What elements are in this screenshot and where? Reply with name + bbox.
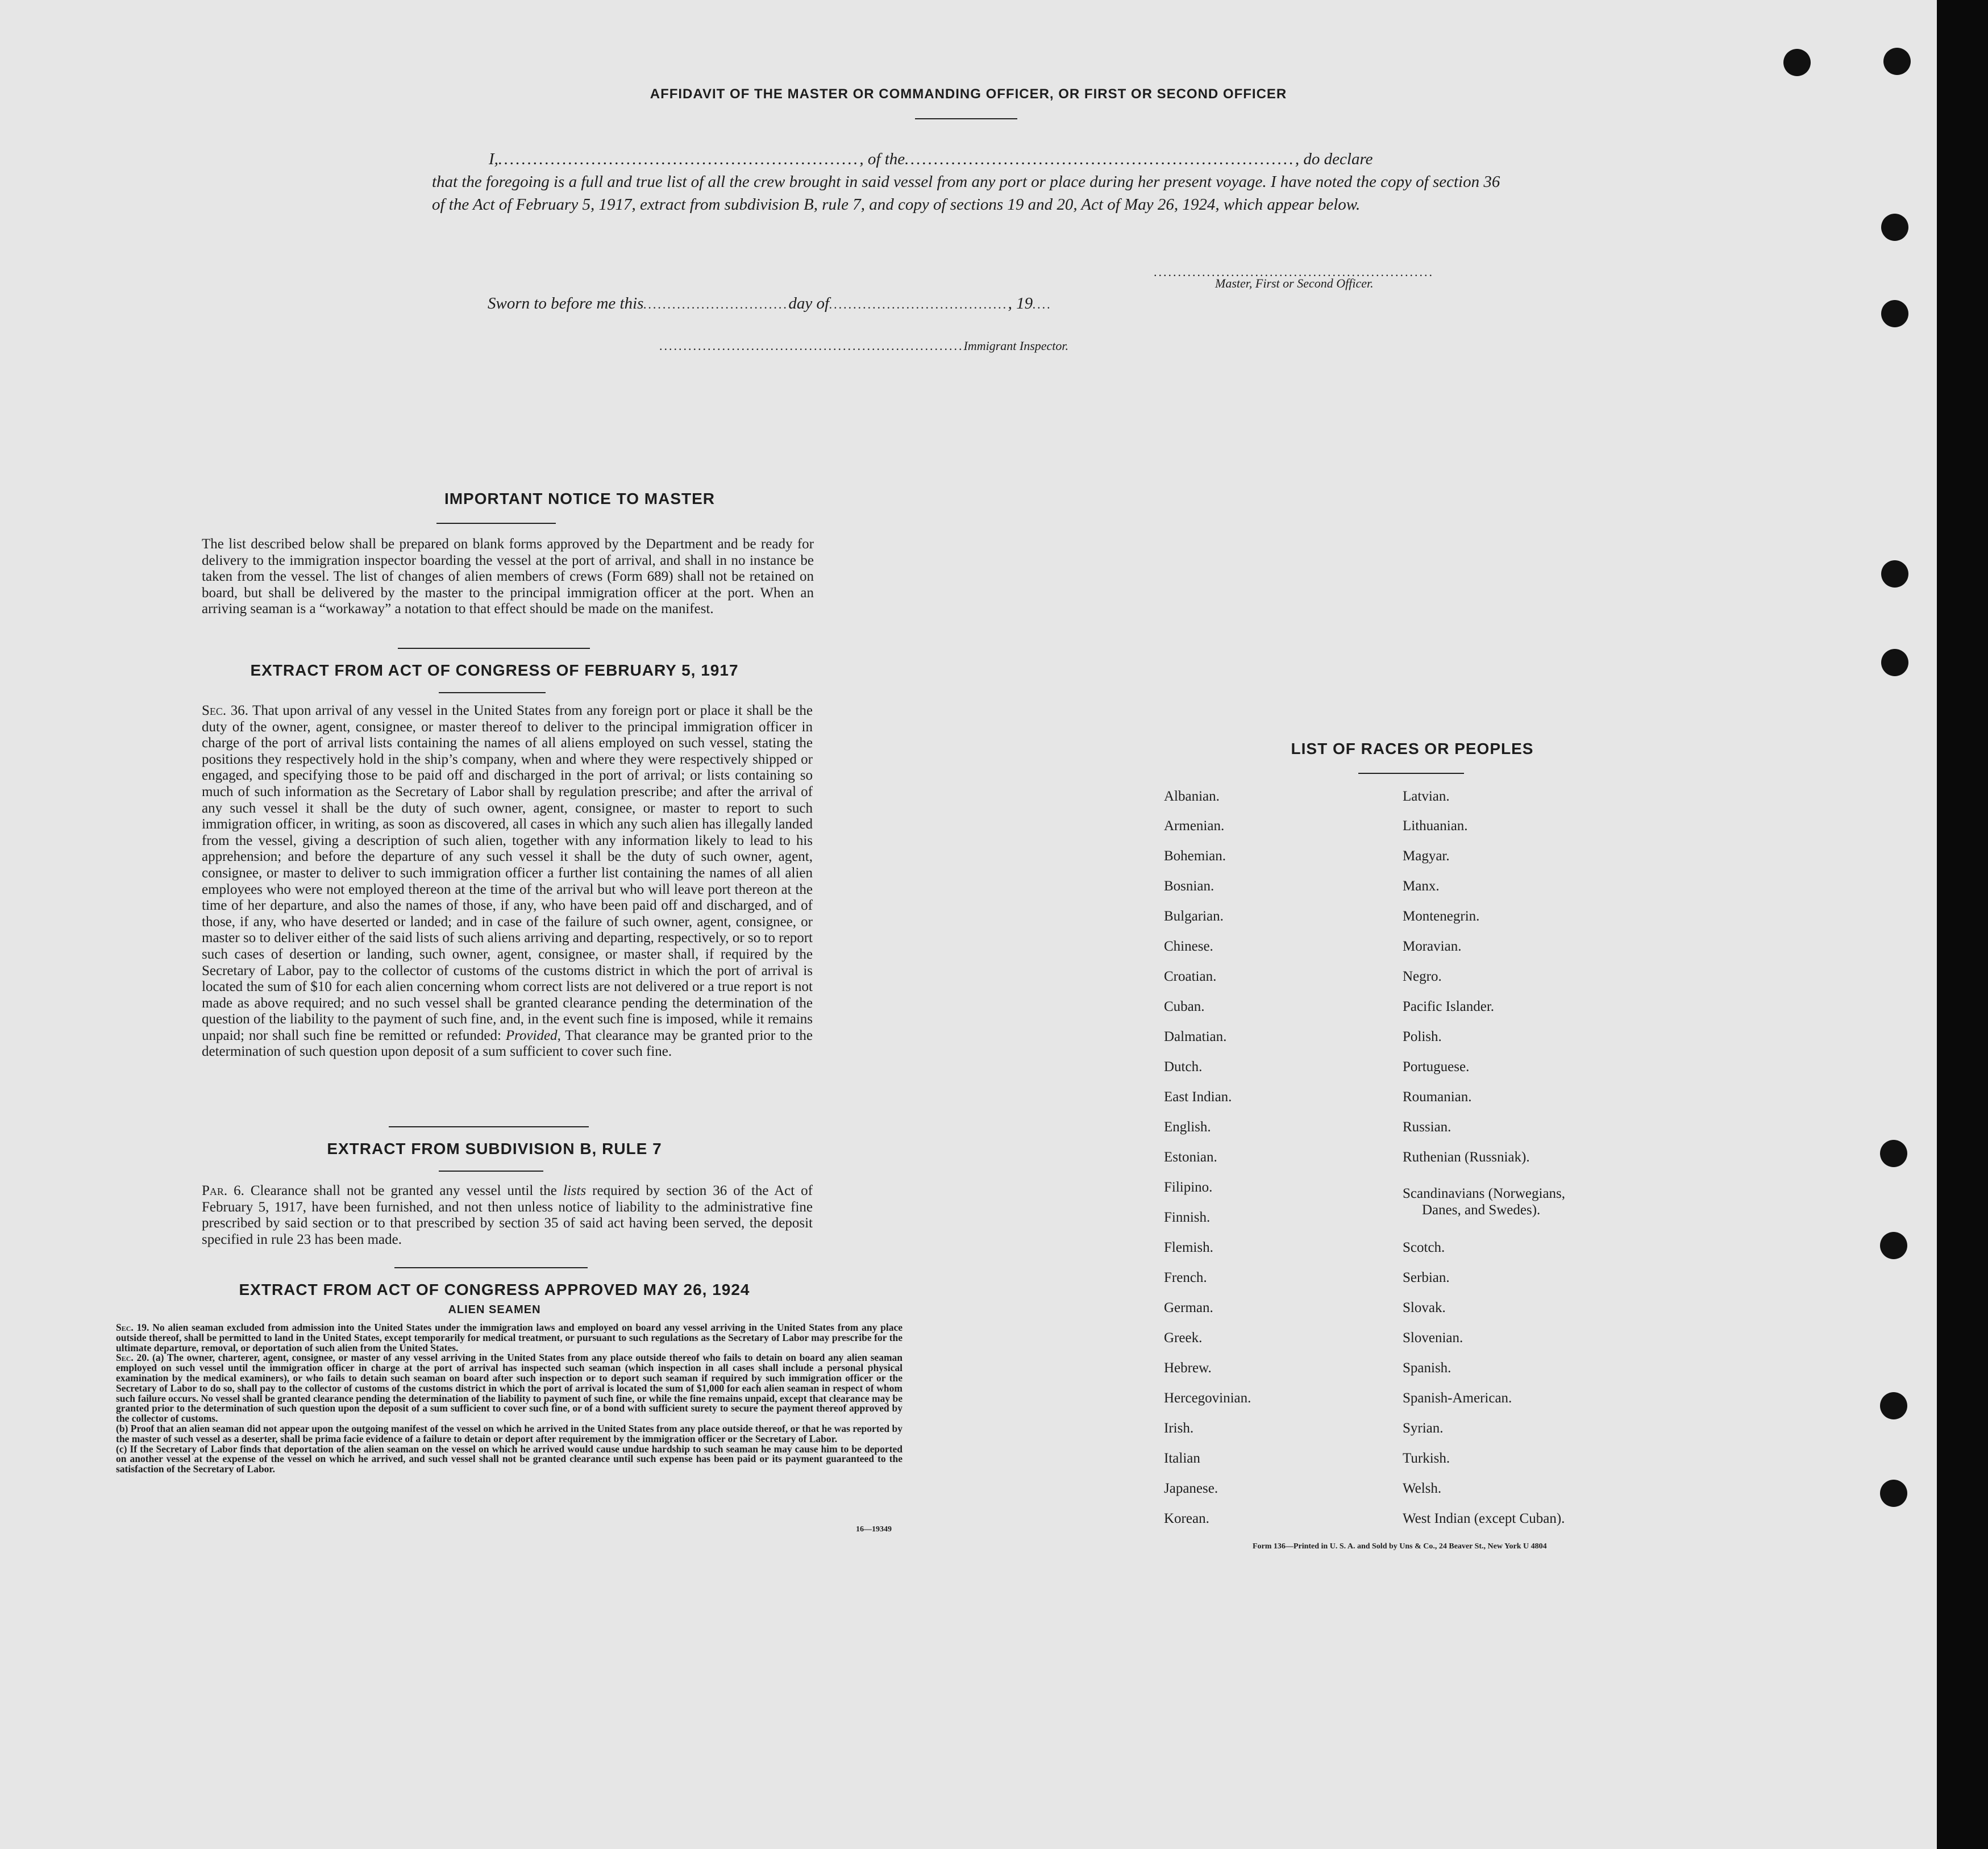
act1924-subtitle: ALIEN SEAMEN — [448, 1304, 541, 1316]
race-item: Scotch. — [1403, 1240, 1445, 1255]
race-item: Welsh. — [1403, 1481, 1442, 1496]
race-item: Bohemian. — [1164, 848, 1226, 864]
race-item: Negro. — [1403, 969, 1442, 984]
form-printer-note: Form 136—Printed in U. S. A. and Sold by Uns & Co., 24 Beaver St., New York U 4804 — [1253, 1542, 1547, 1551]
affidavit-first-line — [432, 148, 1500, 170]
sworn-year: , 19 — [1008, 294, 1033, 313]
race-item: Manx. — [1403, 878, 1440, 894]
rule7-body-b: required by section 36 of the Act of February 5, 1917, have been furnished, and not then unless notice of liability to the administrative fine prescribed by said section or to that prescribed by section 35 of said act having been served, the deposit specified in rule 23 has been made. — [202, 1183, 813, 1247]
race-item: Finnish. — [1164, 1210, 1211, 1225]
act1917-paragraph — [170, 703, 813, 1060]
rule7-lists: lists — [563, 1183, 587, 1198]
sec19-number: Sec. 19. — [116, 1322, 149, 1333]
race-item: Serbian. — [1403, 1270, 1450, 1285]
race-item: East Indian. — [1164, 1089, 1232, 1105]
race-item: Chinese. — [1164, 939, 1213, 954]
race-item: Cuban. — [1164, 999, 1205, 1014]
race-item: French. — [1164, 1270, 1207, 1285]
sworn-month-blank[interactable]: ..................................... — [829, 297, 1008, 311]
punch-hole — [1880, 1392, 1907, 1419]
sworn-day-of: day of — [788, 294, 830, 313]
scan-border — [1937, 0, 1988, 1849]
sec19-paragraph — [78, 1323, 902, 1353]
race-item: Greek. — [1164, 1330, 1203, 1346]
sec20-number: Sec. 20. — [116, 1352, 149, 1364]
sec20b-paragraph: (b) Proof that an alien seaman did not appear upon the outgoing manifest of the vessel on which he arrived in the United States from any place outside thereof, or that he was reported by the master of such vessel as a deserter, shall be prima facie evidence of a failure to detain or deport after requirement by the immigration officer or the Secretary of Labor. — [116, 1422, 902, 1444]
sworn-start: Sworn to before me this — [488, 294, 644, 313]
race-item: Dalmatian. — [1164, 1029, 1227, 1044]
punch-hole — [1880, 1232, 1907, 1259]
act1917-body: That upon arrival of any vessel in the United States from any foreign port or place it shall be the duty of the owner, agent, consignee, or master thereof to deliver to the principal immigration officer in charge of the port of arrival lists containing the names of all aliens employed on such vessel, stating the positions they respectively hold in the ship’s company, when and where they were respectively shipped or engaged, and specifying those to be paid off and discharged in the port of arrival; or lists containing so much of such information as the Secretary of Labor shall by regulation prescribe; and after the arrival of any such vessel it shall be the duty of such owner, agent, consignee, or master to report to such immigration officer, in writing, as soon as discovered, all cases in which any such alien has illegally landed from the vessel, giving a description of such alien, together with any information likely to lead to his apprehension; and before the departure of any such vessel it shall be the duty of such owner, agent, consignee, or master to deliver to such immigration officer a further list containing the names of all alien employees who were not employed thereon at the time of the arrival but who will leave port thereon at the time of her departure, and also the names of those, if any, who have been paid off and discharged, and of those, if any, who have deserted or landed; and in case of the failure of such owner, agent, consignee, or master so to deliver either of the said lists of such aliens arriving and departing, respectively, or so to report such cases of desertion or landing, such owner, agent, consignee, or master shall, if required by the Secretary of Labor, pay to the collector of customs of the customs district in which the port of arrival is located the sum of $10 for each alien concerning whom correct lists are not delivered or a true report is not made as above required; and no such vessel shall be granted clearance pending the determination of the question of the liability to the payment of such fine, and, in the event such fine is imposed, while it remains unpaid; nor shall such fine be remitted or refunded: — [202, 703, 813, 1043]
race-item: Roumanian. — [1403, 1089, 1472, 1105]
race-item: Filipino. — [1164, 1180, 1213, 1195]
act1917-section-number: Sec. 36. — [202, 703, 248, 718]
affidavit-body: that the foregoing is a full and true list of all the crew brought in said vessel from any port or place during her present voyage. I have noted the copy of section 36 of the Act of February 5, 1917, extract from subdivision B, rule 7, and copy of sections 19 and 20, Act of May 26, 1924, which appear below. — [432, 173, 1500, 214]
act1924-title: EXTRACT FROM ACT OF CONGRESS APPROVED MAY 26, 1924 — [239, 1281, 750, 1298]
race-item: Pacific Islander. — [1403, 999, 1495, 1014]
rule7-title: EXTRACT FROM SUBDIVISION B, RULE 7 — [327, 1140, 662, 1157]
race-item: Lithuanian. — [1403, 818, 1468, 834]
punch-hole — [1881, 300, 1908, 327]
master-signature-line[interactable]: .......................................................... — [1154, 265, 1434, 279]
race-item: Flemish. — [1164, 1240, 1213, 1255]
sec20c-paragraph: (c) If the Secretary of Labor finds that deportation of the alien seaman on the vessel on which he arrived would cause undue hardship to such seaman he may cause him to be deported on another vessel at the expense of the vessel on which he arrived, and such vessel shall not be granted clearance until such expense has been paid or its payment guaranteed to the satisfaction of the Secretary of Labor. — [116, 1443, 902, 1475]
races-title: LIST OF RACES OR PEOPLES — [1291, 740, 1534, 757]
race-item: Moravian. — [1403, 939, 1462, 954]
race-item: Ruthenian (Russniak). — [1403, 1150, 1530, 1165]
affidavit-do-declare: , do declare — [1295, 150, 1373, 168]
affidavit-text — [432, 148, 1500, 216]
race-item: Slovak. — [1403, 1300, 1446, 1315]
race-item: Dutch. — [1164, 1059, 1203, 1075]
act1917-rule — [439, 692, 546, 693]
race-item: Albanian. — [1164, 789, 1220, 804]
rule7-paragraph — [170, 1183, 813, 1248]
race-item: Polish. — [1403, 1029, 1442, 1044]
race-item: German. — [1164, 1300, 1213, 1315]
sec19-body: No alien seaman excluded from admission into the United States under the immigration laws and employed on board any vessel arriving in the United States from any place outside thereof, shall be permitted to land in the United States, except temporarily for medical treatment, or pursuant to such regulations as the Secretary of Labor may prescribe for the ultimate departure, removal, or deportation of such alien from the United States. — [116, 1322, 902, 1354]
race-item: Croatian. — [1164, 969, 1217, 984]
race-item: Spanish. — [1403, 1360, 1452, 1376]
rule7-body-a: Clearance shall not be granted any vessel until the — [250, 1183, 557, 1198]
rule7-text — [170, 1183, 813, 1248]
punch-hole — [1881, 214, 1908, 241]
race-item: Portuguese. — [1403, 1059, 1470, 1075]
act1924-text — [78, 1323, 902, 1475]
punch-hole — [1881, 649, 1908, 676]
race-item: Magyar. — [1403, 848, 1450, 864]
act1917-title: EXTRACT FROM ACT OF CONGRESS OF FEBRUARY 5, 1917 — [250, 661, 739, 679]
race-item: Bulgarian. — [1164, 909, 1224, 924]
punch-hole — [1880, 1140, 1907, 1167]
race-item: Japanese. — [1164, 1481, 1218, 1496]
punch-hole — [1880, 1480, 1907, 1507]
title-rule — [915, 118, 1017, 119]
punch-hole — [1883, 48, 1911, 75]
rule7-end-rule — [394, 1267, 588, 1268]
race-item: Scandinavians (Norwegians, — [1403, 1186, 1566, 1201]
inspector-line — [659, 339, 1068, 353]
name-blank[interactable]: .............................................................. — [498, 150, 860, 168]
race-item: Armenian. — [1164, 818, 1225, 834]
punch-hole — [1881, 560, 1908, 588]
vessel-blank[interactable]: ................................................................... — [905, 150, 1295, 168]
race-item: Bosnian. — [1164, 878, 1215, 894]
race-item: Spanish-American. — [1403, 1390, 1512, 1406]
sworn-line — [488, 294, 1052, 313]
punch-hole — [1783, 49, 1811, 76]
sworn-year-blank[interactable]: .... — [1033, 297, 1053, 311]
act1917-end-rule — [389, 1126, 589, 1127]
act1917-provided: Provided, — [505, 1027, 561, 1043]
race-item: English. — [1164, 1119, 1211, 1135]
race-item: Latvian. — [1403, 789, 1450, 804]
race-item: Hebrew. — [1164, 1360, 1212, 1376]
race-item: Korean. — [1164, 1511, 1209, 1526]
race-item: Montenegrin. — [1403, 909, 1480, 924]
inspector-label: Immigrant Inspector. — [963, 339, 1069, 353]
race-item: Turkish. — [1403, 1451, 1450, 1466]
race-item: Russian. — [1403, 1119, 1452, 1135]
sec20a-paragraph — [78, 1353, 902, 1424]
race-item: Slovenian. — [1403, 1330, 1463, 1346]
rule7-rule — [439, 1171, 543, 1172]
affidavit-i: I, — [489, 150, 498, 168]
affidavit-title: AFFIDAVIT OF THE MASTER OR COMMANDING OFFICER, OR FIRST OR SECOND OFFICER — [650, 86, 1287, 102]
act1924-code: 16—19349 — [856, 1525, 892, 1534]
race-item: West Indian (except Cuban). — [1403, 1511, 1565, 1526]
notice-paragraph: The list described below shall be prepared on blank forms approved by the Department and be ready for delivery to the immigration inspector boarding the vessel at the port of arrival, and shall in no instance be taken from the vessel. The list of changes of alien members of crews (Form 689) shall not be retained on board, but shall be delivered by the master to the principal immigration officer at the port. When an arriving seaman is a “workaway” a notation to that effect should be made on the manifest. — [202, 536, 814, 617]
sworn-date-blank[interactable]: .............................. — [643, 297, 789, 311]
race-item: Syrian. — [1403, 1421, 1444, 1436]
race-item: Danes, and Swedes). — [1422, 1202, 1541, 1218]
race-item: Italian — [1164, 1451, 1200, 1466]
notice-title: IMPORTANT NOTICE TO MASTER — [444, 490, 716, 507]
notice-rule — [436, 523, 556, 524]
race-item: Estonian. — [1164, 1150, 1217, 1165]
notice-text — [170, 536, 814, 618]
act1917-body-end: That clearance may be granted prior to the determination of such question upon deposit of a sum sufficient to cover such fine. — [202, 1027, 813, 1060]
rule7-paragraph-number: Par. 6. — [202, 1183, 244, 1198]
notice-end-rule — [398, 648, 590, 649]
races-rule — [1358, 773, 1464, 774]
sec20a-body: (a) The owner, charterer, agent, consignee, or master of any vessel arriving in the United States from any place outside thereof who fails to detain on board any alien seaman employed on such vessel until the immigration officer in charge at the port of arrival has inspected such seaman (which inspection in all cases shall include a personal physical examination by the medical examiners), or who fails to detain such seaman on board after such inspection or to deport such seaman if required by such immigration officer or the Secretary of Labor to do so, shall pay to the collector of customs of the customs district in which the port of arrival is located the sum of $1,000 for each alien seaman in respect of whom such failure occurs. No vessel shall be granted clearance pending the determination of the liability to payment of such fine, or while the fine remains unpaid, except that clearance may be granted prior to the determination of such question upon the deposit of a sum sufficient to cover such fine, or of a bond with sufficient surety to secure the payment thereof approved by the collector of customs. — [116, 1352, 903, 1425]
master-label: Master, First or Second Officer. — [1215, 276, 1374, 290]
affidavit-of-the: , of the — [859, 150, 905, 168]
race-item: Irish. — [1164, 1421, 1194, 1436]
inspector-signature-blank[interactable]: ............................................................... — [659, 339, 964, 353]
race-item: Hercegovinian. — [1164, 1390, 1251, 1406]
act1917-text — [170, 703, 813, 1060]
